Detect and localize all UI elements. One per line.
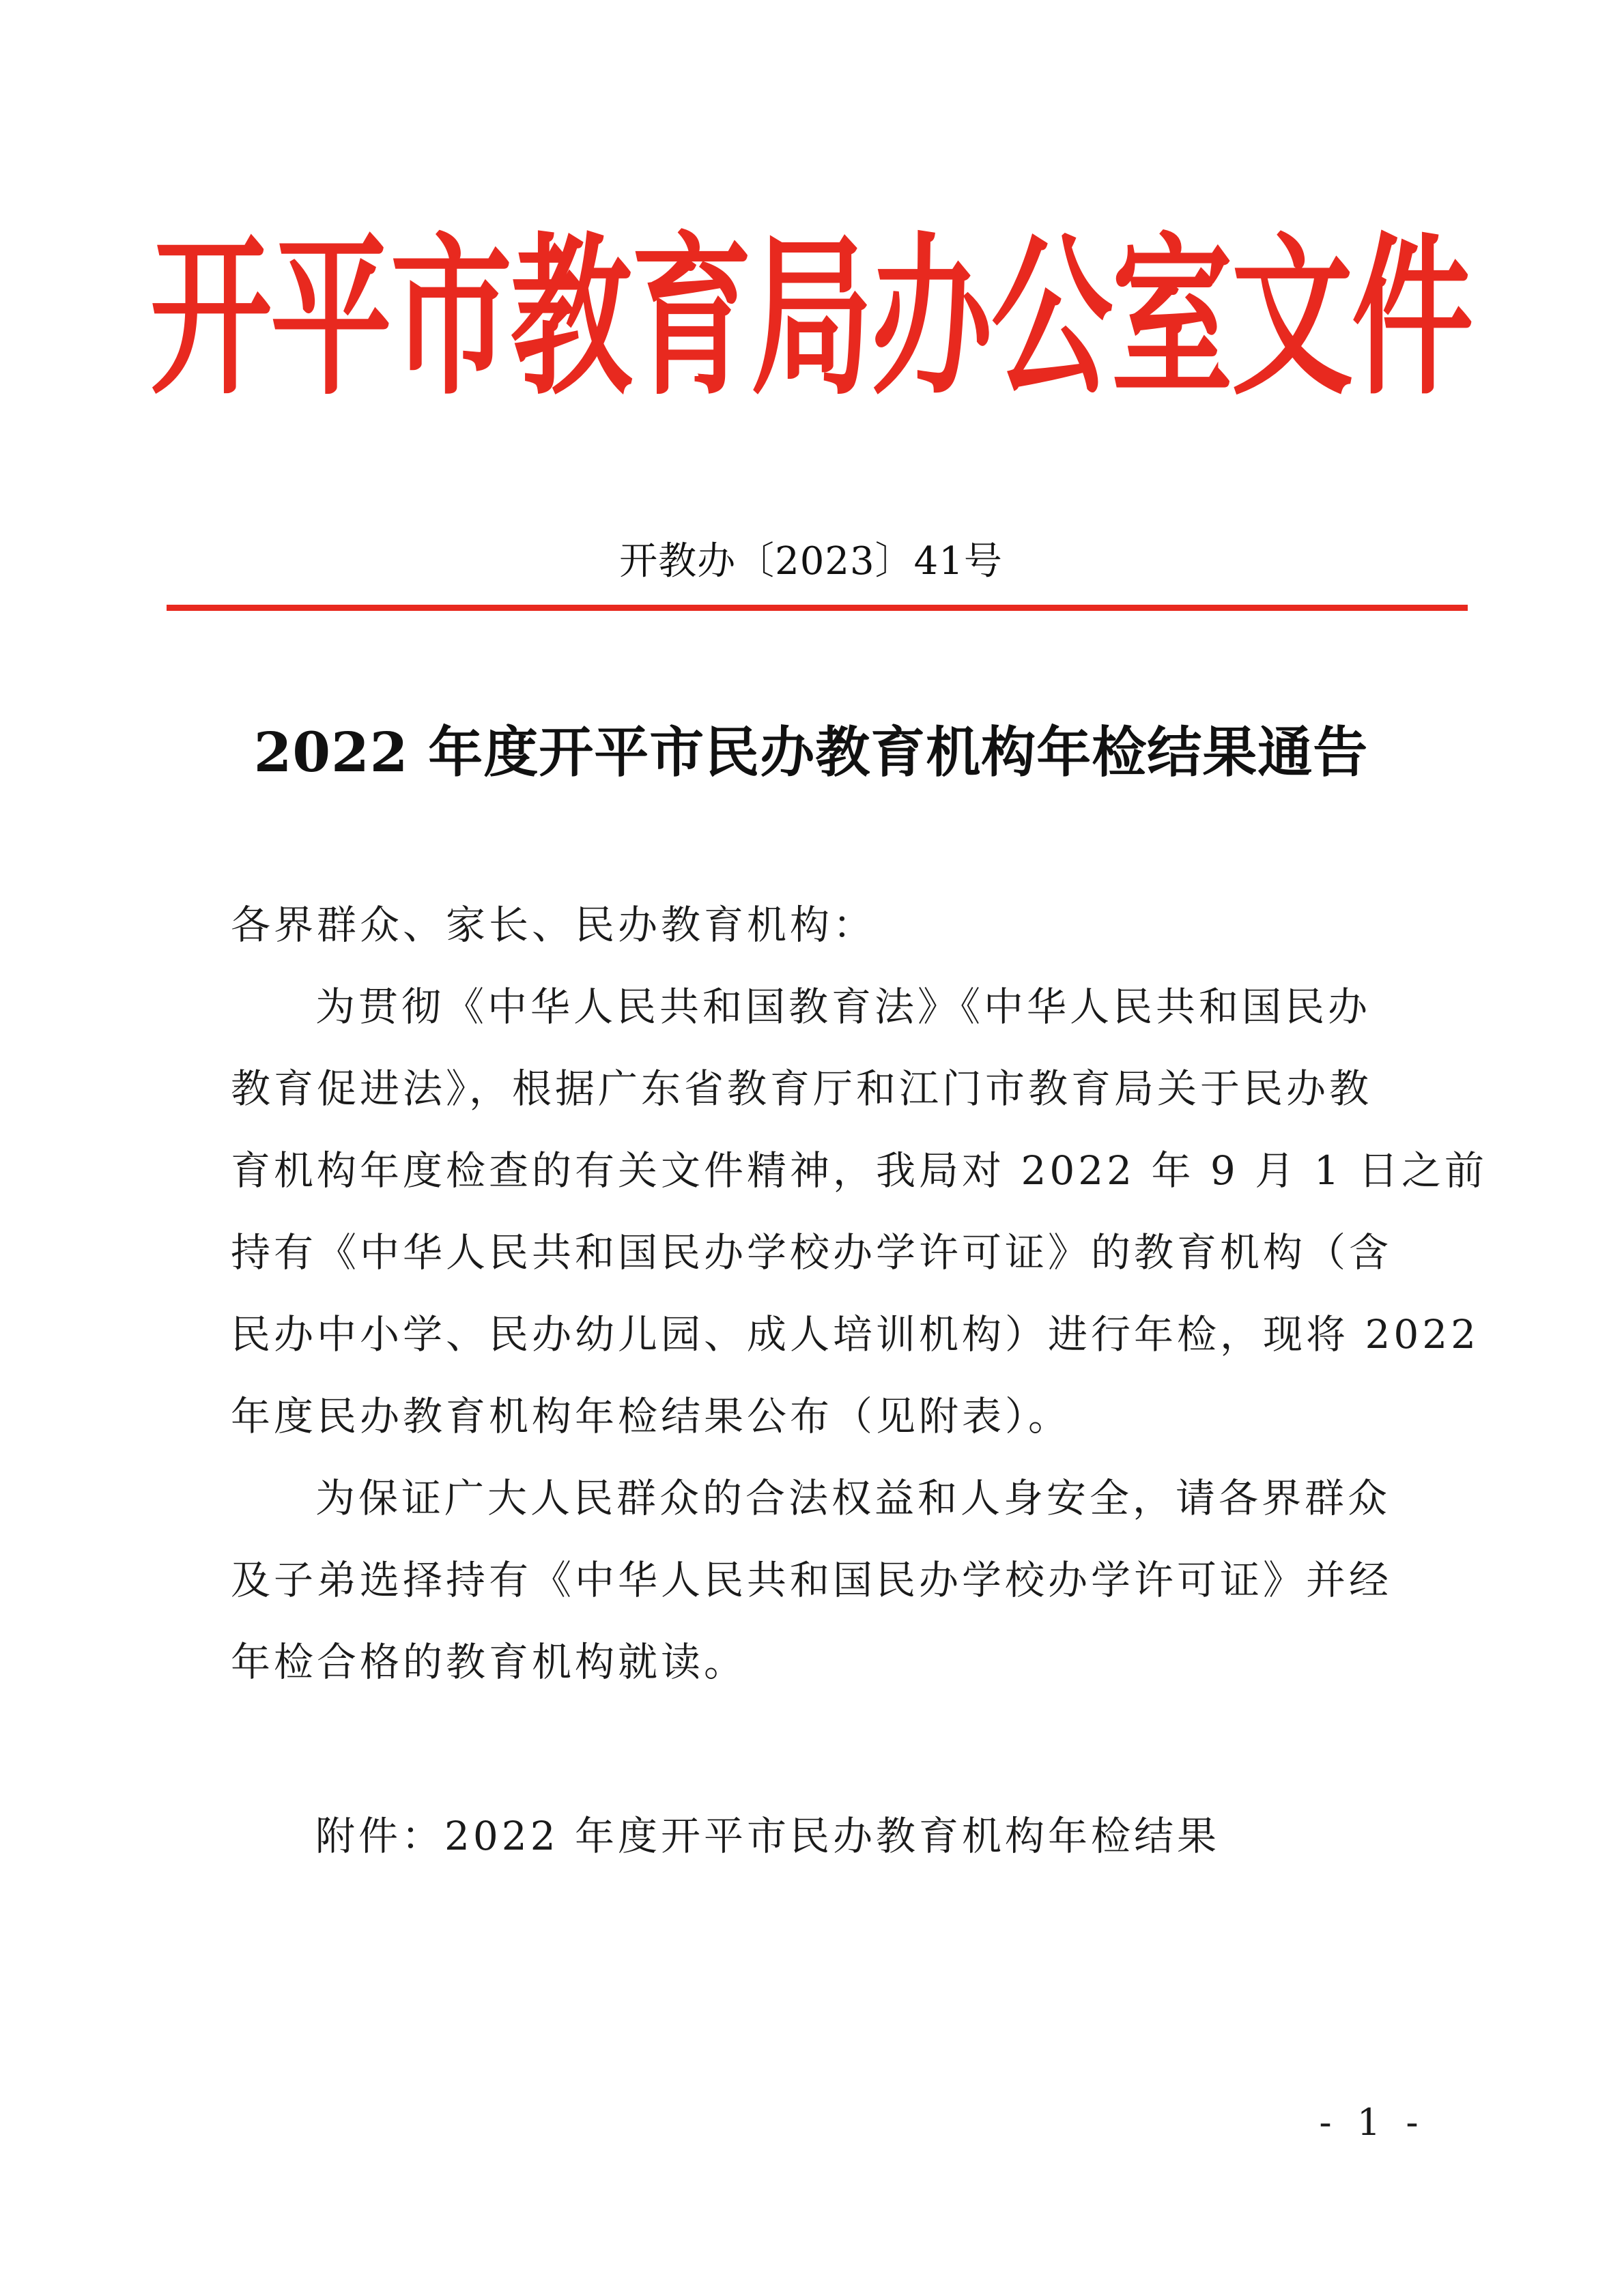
masthead-title: 开平市教育局办公室文件 (150, 215, 1472, 418)
paragraph-2 (231, 1457, 1419, 1703)
attachment-line: 附件：2022 年度开平市民办教育机构年检结果 (315, 1813, 1221, 1859)
attachment-note (231, 1795, 1419, 1877)
paragraph-2-line: 年检合格的教育机构就读。 (231, 1639, 748, 1685)
salutation-line: 各界群众、家长、民办教育机构： (231, 902, 877, 948)
paragraph-2-line: 为保证广大人民群众的合法权益和人身安全，请各界群众 (315, 1475, 1391, 1521)
document-number: 开教办〔2023〕41号 (619, 539, 1003, 584)
paragraph-1-line: 民办中小学、民办幼儿园、成人培训机构）进行年检，现将 2022 (231, 1311, 1480, 1358)
salutation (231, 884, 1419, 966)
paragraph-1-line: 持有《中华人民共和国民办学校办学许可证》的教育机构（含 (231, 1229, 1393, 1276)
red-divider-line (167, 605, 1468, 611)
paragraph-1-line: 教育促进法》，根据广东省教育厅和江门市教育局关于民办教 (231, 1065, 1373, 1112)
paragraph-1-line: 年度民办教育机构年检结果公布（见附表）。 (231, 1393, 1072, 1439)
paragraph-1-line: 育机构年度检查的有关文件精神，我局对 2022 年 9 月 1 日之前 (231, 1147, 1488, 1194)
notice-title: 2022 年度开平市民办教育机构年检结果通告 (253, 720, 1369, 784)
paragraph-1-line: 为贯彻《中华人民共和国教育法》《中华人民共和国民办 (315, 984, 1371, 1030)
paragraph-1 (231, 966, 1488, 1457)
page-number: - 1 - (1319, 2101, 1425, 2144)
paragraph-2-line: 及子弟选择持有《中华人民共和国民办学校办学许可证》并经 (231, 1557, 1393, 1603)
